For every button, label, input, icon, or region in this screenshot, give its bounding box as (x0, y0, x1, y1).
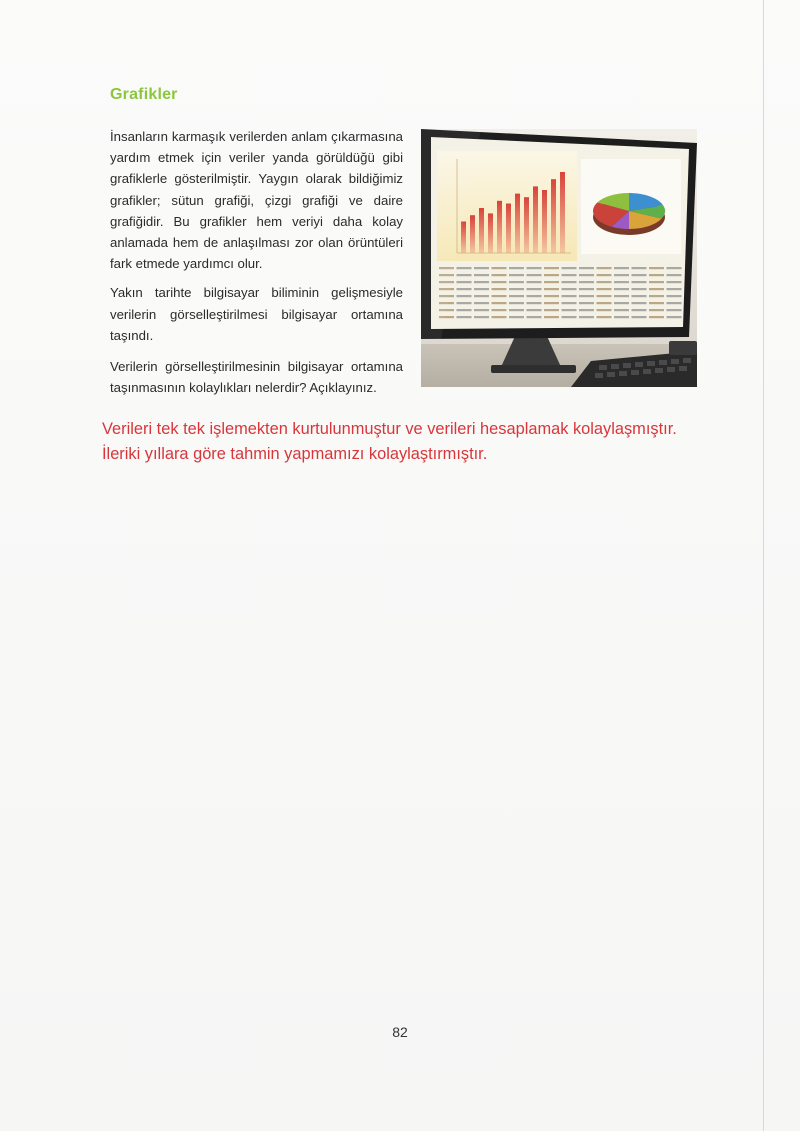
photo-table-cell (492, 309, 507, 311)
photo-table-cell (597, 316, 612, 318)
photo-table-cell (579, 274, 594, 276)
photo-table-cell (474, 309, 489, 311)
photo-table-cell (614, 267, 629, 269)
photo-bar (551, 179, 556, 253)
photo-table-cell (597, 288, 612, 290)
photo-table-cell (509, 302, 524, 304)
photo-table-cell (597, 309, 612, 311)
photo-table-cell (474, 302, 489, 304)
photo-table-cell (527, 281, 542, 283)
photo-table-cell (474, 267, 489, 269)
photo-table-cell (509, 316, 524, 318)
photo-table-cell (457, 288, 472, 290)
photo-bar (560, 172, 565, 253)
photo-table-cell (562, 295, 577, 297)
photo-table-cell (649, 274, 664, 276)
photo-table-cell (492, 302, 507, 304)
photo-table-cell (614, 302, 629, 304)
photo-table-cell (649, 267, 664, 269)
photo-bar (470, 215, 475, 253)
photo-table-cell (474, 316, 489, 318)
photo-table-cell (649, 309, 664, 311)
photo-table-cell (457, 267, 472, 269)
photo-table-cell (579, 281, 594, 283)
photo-table-cell (457, 309, 472, 311)
photo-table-cell (562, 281, 577, 283)
photo-table-cell (579, 295, 594, 297)
photo-table-cell (492, 316, 507, 318)
photo-table-cell (649, 295, 664, 297)
photo-bar (524, 197, 529, 253)
photo-table-cell (544, 281, 559, 283)
photo-table-cell (492, 288, 507, 290)
photo-table-cell (544, 295, 559, 297)
photo-table-cell (492, 281, 507, 283)
photo-table-cell (614, 281, 629, 283)
monitor-with-charts-photo (421, 129, 697, 387)
photo-table-cell (509, 295, 524, 297)
photo-table-cell (579, 288, 594, 290)
photo-table-cell (562, 267, 577, 269)
photo-table-cell (632, 267, 647, 269)
body-text (110, 126, 403, 408)
photo-table-cell (579, 302, 594, 304)
photo-table-cell (457, 274, 472, 276)
paragraph-question: Verilerin görselleştirilmesinin bilgisayar ortamına taşınmasının kolaylıkları nelerdir? Açıklayınız. (110, 359, 403, 396)
photo-table-cell (667, 316, 682, 318)
photo-table-cell (667, 281, 682, 283)
photo-bar (533, 186, 538, 253)
photo-table-cell (632, 295, 647, 297)
photo-table-cell (632, 302, 647, 304)
photo-table-cell (579, 309, 594, 311)
photo-table-cell (457, 316, 472, 318)
photo-table-cell (544, 274, 559, 276)
photo-table-cell (579, 316, 594, 318)
photo-table-cell (632, 309, 647, 311)
photo-table-cell (614, 274, 629, 276)
photo-table-cell (562, 316, 577, 318)
photo-table-cell (509, 309, 524, 311)
photo-bar (488, 213, 493, 253)
photo-table-cell (562, 309, 577, 311)
photo-table-cell (649, 302, 664, 304)
paragraph-intro: İnsanların karmaşık verilerden anlam çıkarmasına yardım etmek için veriler yanda görüldüğü gibi grafiklerle gösterilmiştir. Yaygın olarak bildiğimiz grafikler; sütun grafiği, çizgi grafiği ve daire grafiğidir. Bu grafikler hem veriyi daha kolay anlamada hem de anlaşılması zor olan örüntüleri fark etmede yardımcı olur. (110, 129, 403, 272)
photo-table-cell (474, 288, 489, 290)
photo-table-cell (667, 288, 682, 290)
page-number: 82 (392, 1024, 408, 1040)
photo-table-cell (597, 295, 612, 297)
photo-table-cell (544, 267, 559, 269)
photo-table-cell (509, 267, 524, 269)
photo-table-cell (632, 316, 647, 318)
handwritten-answer (102, 417, 742, 467)
photo-bar (515, 194, 520, 253)
photo-table-cell (527, 267, 542, 269)
photo-table-cell (492, 295, 507, 297)
photo-table-cell (667, 309, 682, 311)
paragraph-history: Yakın tarihte bilgisayar biliminin gelişmesiyle verilerin görselleştirilmesi bilgisayar ortamına taşındı. (110, 285, 403, 343)
photo-bar (497, 201, 502, 253)
photo-table-cell (527, 295, 542, 297)
photo-table-cell (509, 274, 524, 276)
photo-table-cell (649, 281, 664, 283)
photo-table-cell (632, 288, 647, 290)
photo-table-cell (527, 288, 542, 290)
photo-bar (506, 204, 511, 254)
photo-table-cell (614, 288, 629, 290)
photo-table-cell (632, 274, 647, 276)
photo-bar (479, 208, 484, 253)
photo-table-cell (544, 302, 559, 304)
photo-table-cell (457, 302, 472, 304)
photo-table-cell (667, 302, 682, 304)
photo-table-cell (632, 281, 647, 283)
photo-table-cell (649, 288, 664, 290)
photo-table-cell (509, 288, 524, 290)
photo-table-cell (509, 281, 524, 283)
photo-table-cell (562, 302, 577, 304)
photo-table-cell (597, 267, 612, 269)
answer-line-2: İleriki yıllara göre tahmin yapmamızı kolaylaştırmıştır. (102, 445, 488, 463)
photo-table-cell (597, 281, 612, 283)
photo-table-cell (667, 295, 682, 297)
photo-table-cell (544, 316, 559, 318)
section-title: Grafikler (110, 86, 178, 103)
photo-table-cell (614, 309, 629, 311)
photo-table-cell (544, 309, 559, 311)
photo-table-cell (562, 274, 577, 276)
photo-table-cell (614, 295, 629, 297)
photo-table-cell (579, 267, 594, 269)
photo-table-cell (492, 274, 507, 276)
photo-table-cell (492, 267, 507, 269)
photo-table-cell (597, 274, 612, 276)
photo-table-cell (474, 274, 489, 276)
photo-bar (542, 190, 547, 253)
photo-table-cell (527, 302, 542, 304)
photo-table-cell (527, 316, 542, 318)
photo-table-cell (527, 309, 542, 311)
photo-table-cell (544, 288, 559, 290)
photo-table-cell (667, 274, 682, 276)
answer-line-1: Verileri tek tek işlemekten kurtulunmuştur ve verileri hesaplamak kolaylaşmıştır. (102, 420, 677, 438)
photo-table-cell (597, 302, 612, 304)
photo-table-cell (562, 288, 577, 290)
photo-table-cell (457, 295, 472, 297)
photo-table-cell (457, 281, 472, 283)
photo-table-cell (527, 274, 542, 276)
photo-table-cell (474, 295, 489, 297)
photo-table-cell (649, 316, 664, 318)
page-edge-line (763, 0, 764, 1131)
photo-table-cell (474, 281, 489, 283)
photo-table-cell (614, 316, 629, 318)
photo-table-cell (667, 267, 682, 269)
